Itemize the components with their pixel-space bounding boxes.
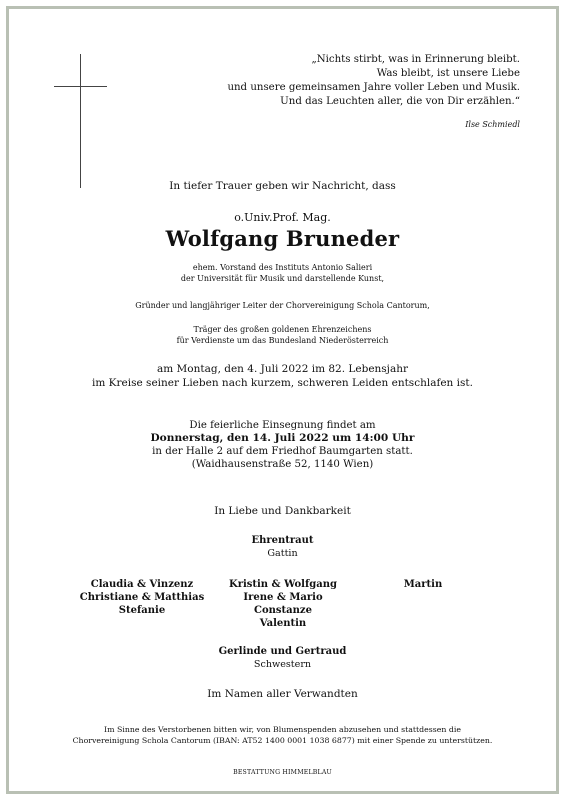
quote-line: Was bleibt, ist unsere Liebe: [376, 68, 520, 79]
intro-text: In tiefer Trauer geben wir Nachricht, dass: [169, 180, 396, 192]
quote-line: Und das Leuchten aller, die von Dir erzählen.“: [280, 96, 520, 107]
death-line: am Montag, den 4. Juli 2022 im 82. Lebensjahr: [156, 363, 408, 375]
mourners-right-column: [373, 578, 473, 591]
epigraph-quote: [200, 53, 520, 109]
widow-role: Gattin: [267, 548, 298, 559]
funeral-date: Donnerstag, den 14. Juli 2022 um 14:00 Uhr: [150, 432, 415, 444]
mourner-name: Constanze: [254, 605, 312, 616]
position-block: [0, 300, 565, 311]
death-statement: [0, 362, 565, 390]
position-line: Träger des großen goldenen Ehrenzeichens: [193, 325, 372, 334]
love-line: In Liebe und Dankbarkeit: [214, 505, 351, 517]
position-block: [0, 262, 565, 284]
widow-block: [0, 534, 565, 560]
position-line: ehem. Vorstand des Instituts Antonio Salieri: [192, 263, 373, 272]
mourners-middle-column: [203, 578, 363, 630]
donation-line: Chorvereinigung Schola Cantorum (IBAN: AT52 1400 0001 1038 6877) mit einer Spende zu unterstützen.: [72, 736, 493, 745]
mourner-name: Martin: [403, 579, 443, 590]
academic-title: o.Univ.Prof. Mag.: [234, 211, 331, 224]
sisters-name: Gerlinde und Gertraud: [218, 646, 347, 657]
quote-line: und unsere gemeinsamen Jahre voller Leben und Musik.: [227, 82, 520, 93]
quote-line: „Nichts stirbt, was in Erinnerung bleibt.: [311, 54, 520, 65]
widow-name: Ehrentraut: [251, 535, 314, 546]
death-line: im Kreise seiner Lieben nach kurzem, schweren Leiden entschlafen ist.: [92, 377, 473, 389]
funeral-info: [0, 419, 565, 471]
cross-horizontal-bar: [54, 86, 107, 87]
donation-note: [0, 724, 565, 746]
position-line: für Verdienste um das Bundesland Niederösterreich: [176, 336, 389, 345]
position-line: der Universität für Musik und darstellende Kunst,: [180, 274, 385, 283]
donation-line: Im Sinne des Verstorbenen bitten wir, von Blumenspenden abzusehen und stattdessen die: [104, 725, 461, 734]
funeral-line: Die feierliche Einsegnung findet am: [189, 420, 376, 431]
cross-vertical-bar: [80, 54, 81, 188]
sisters-block: [0, 645, 565, 671]
sisters-role: Schwestern: [253, 659, 312, 670]
mourners-left-column: [62, 578, 222, 617]
quote-author: Ilse Schmiedl: [465, 120, 520, 129]
funeral-location: in der Halle 2 auf dem Friedhof Baumgarten statt.: [152, 446, 413, 457]
position-line: Gründer und langjähriger Leiter der Chorvereinigung Schola Cantorum,: [135, 301, 430, 310]
mourner-name: Christiane & Matthias: [79, 592, 205, 603]
relatives-line: Im Namen aller Verwandten: [207, 688, 358, 700]
mourner-name: Valentin: [259, 618, 307, 629]
funeral-address: (Waidhausenstraße 52, 1140 Wien): [191, 459, 374, 470]
deceased-name: Wolfgang Bruneder: [165, 226, 400, 251]
mourner-name: Irene & Mario: [243, 592, 323, 603]
undertaker-name: BESTATTUNG HIMMELBLAU: [233, 769, 332, 776]
mourner-name: Claudia & Vinzenz: [90, 579, 194, 590]
mourner-name: Stefanie: [118, 605, 166, 616]
position-block: [0, 324, 565, 346]
mourner-name: Kristin & Wolfgang: [229, 579, 337, 590]
